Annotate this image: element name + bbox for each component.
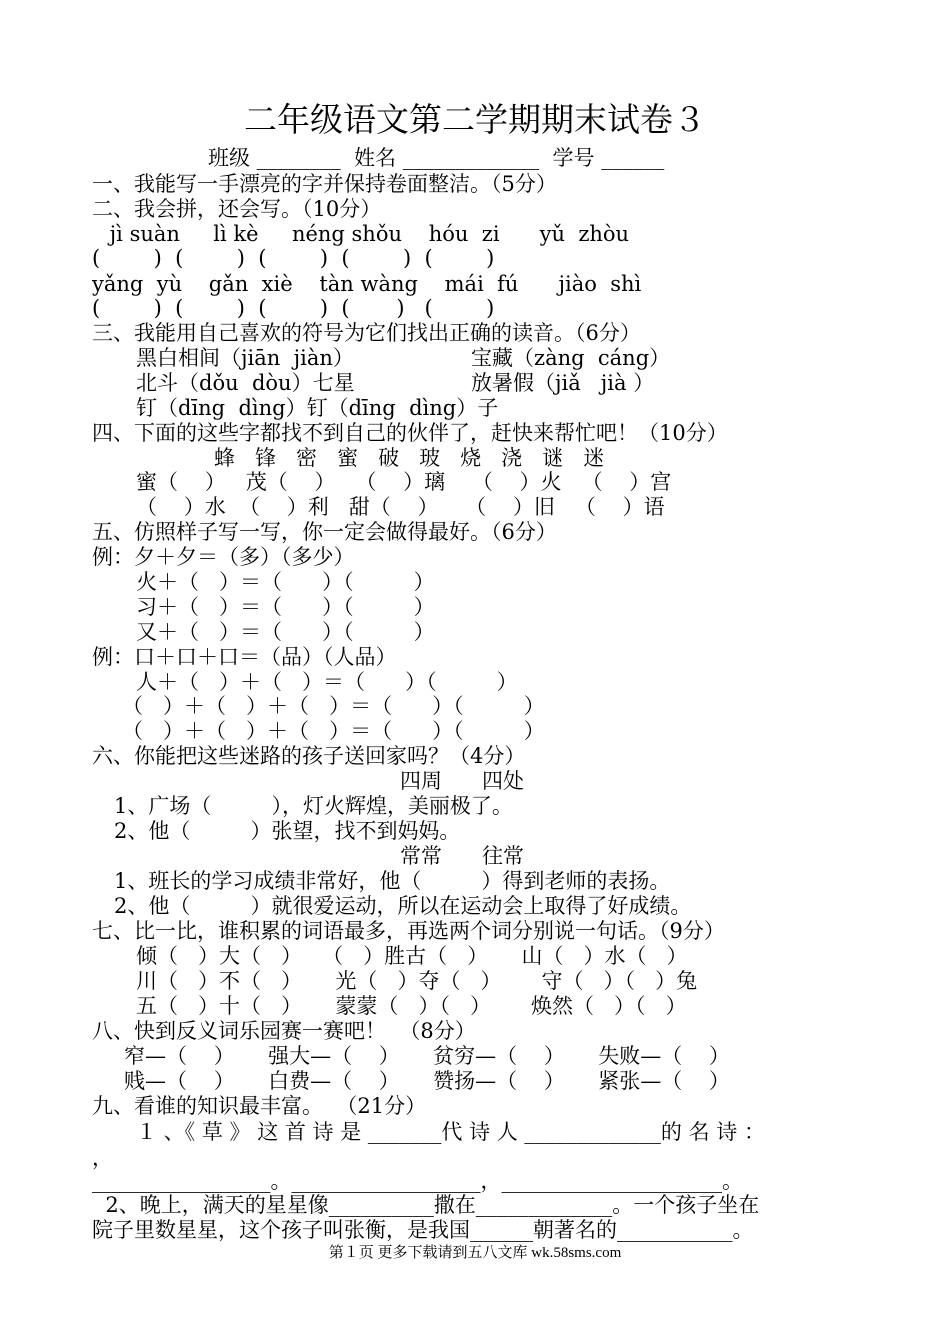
word-choice: 四周 四处 — [400, 769, 525, 793]
reading-item: 宝藏（zàng cáng） — [471, 346, 671, 370]
knowledge-question: 院子里数星星，这个孩子叫张衡，是我国______朝著名的___________。 — [92, 1218, 754, 1242]
equation-line: 习＋（ ）＝（ ）（ ） — [136, 595, 435, 619]
section-8-heading: 八、快到反义词乐园赛一赛吧！ （8分） — [92, 1019, 476, 1043]
answer-brackets-row-2: ( ) ( ) ( ) ( ) ( ) — [92, 296, 495, 320]
pinyin-row-2: yǎng yù gǎn xiè tàn wàng mái fú jiào shì — [92, 272, 642, 296]
word-row: （ ）水 （ ）利 甜（ ） （ ）旧 （ ）语 — [136, 495, 665, 519]
reading-item: 放暑假（jiǎ jià ） — [471, 371, 655, 395]
antonym-row: 窄—（ ） 强大—（ ） 贫穷—（ ） 失败—（ ） — [124, 1044, 730, 1068]
knowledge-question: ， — [92, 1146, 113, 1170]
page-footer: 第１页 更多下载请到五八文库 wk.58sms.com — [328, 1245, 622, 1261]
section-1-heading: 一、我能写一手漂亮的字并保持卷面整洁。（5分） — [92, 172, 557, 196]
sentence-item: 1、班长的学习成绩非常好，他（ ）得到老师的表扬。 — [114, 869, 671, 893]
idiom-row: 倾（ ）大（ ） （ ）胜古（ ） 山（ ）水（ ） — [136, 944, 688, 968]
knowledge-question: _________________。__________________，_____________________。 — [92, 1169, 743, 1193]
pinyin-row-1: jì suàn lì kè néng shǒu hóu zi yǔ zhòu — [103, 222, 630, 246]
section-3-heading: 三、我能用自己喜欢的符号为它们找出正确的读音。（6分） — [92, 321, 641, 345]
sentence-item: 2、他（ ）就很爱运动，所以在运动会上取得了好成绩。 — [114, 894, 692, 918]
reading-item: 黑白相间（jiān jiàn） — [136, 346, 354, 370]
sentence-item: 1、广场（ ），灯火辉煌，美丽极了。 — [114, 794, 513, 818]
knowledge-question: １ 、《 草 》 这 首 诗 是 _______代 诗 人 _____________的 名 诗 ： — [136, 1120, 765, 1144]
character-bank: 蜂 锋 密 蜜 破 玻 烧 浇 谜 迷 — [214, 446, 605, 470]
idiom-row: 川（ ）不（ ） 光（ ）夺（ ） 守（ ）（ ）兔 — [136, 969, 698, 993]
reading-item: 北斗（dǒu dòu）七星 — [136, 371, 355, 395]
section-6-heading: 六、你能把这些迷路的孩子送回家吗？（4分） — [92, 744, 526, 768]
exam-title: 二年级语文第二学期期末试卷３ — [244, 100, 706, 139]
student-info-line: 班级 ________ 姓名 _____________ 学号 ______ — [208, 146, 665, 170]
reading-item: 钉（dīng dìng）钉（dīng dìng）子 — [136, 396, 499, 420]
equation-line: 人＋（ ）＋（ ）＝（ ）（ ） — [136, 670, 518, 694]
sentence-item: 2、他（ ）张望，找不到妈妈。 — [114, 819, 461, 843]
equation-line: （ ）＋（ ）＋（ ）＝（ ）（ ） — [122, 694, 545, 718]
equation-line: 又＋（ ）＝（ ）（ ） — [136, 620, 435, 644]
antonym-row: 贱—（ ） 白费—（ ） 赞扬—（ ） 紧张—（ ） — [124, 1069, 730, 1093]
example-line: 例：口＋口＋口＝（品）（人品） — [92, 645, 397, 669]
section-2-heading: 二、我会拼，还会写。（10分） — [92, 197, 382, 221]
answer-brackets-row-1: ( ) ( ) ( ) ( ) ( ) — [92, 246, 495, 270]
word-row: 蜜（ ） 茂（ ） （ ）璃 （ ）火 （ ）宫 — [136, 470, 672, 494]
idiom-row: 五（ ）十（ ） 蒙蒙（ ）（ ） 焕然（ ）（ ） — [136, 994, 687, 1018]
knowledge-question: 2、晚上，满天的星星像__________撒在_____________。一个孩子坐在 — [92, 1193, 760, 1217]
word-choice: 常常 往常 — [400, 844, 525, 868]
section-4-heading: 四、下面的这些字都找不到自己的伙伴了，赶快来帮忙吧！（10分） — [92, 421, 728, 445]
section-7-heading: 七、比一比，谁积累的词语最多，再选两个词分别说一句话。（9分） — [92, 919, 725, 943]
section-9-heading: 九、看谁的知识最丰富。 （21分） — [92, 1094, 427, 1118]
equation-line: 火＋（ ）＝（ ）（ ） — [136, 570, 435, 594]
example-line: 例：夕＋夕＝（多）（多少） — [92, 545, 355, 569]
section-5-heading: 五、仿照样子写一写，你一定会做得最好。（6分） — [92, 520, 557, 544]
equation-line: （ ）＋（ ）＋（ ）＝（ ）（ ） — [122, 719, 545, 743]
